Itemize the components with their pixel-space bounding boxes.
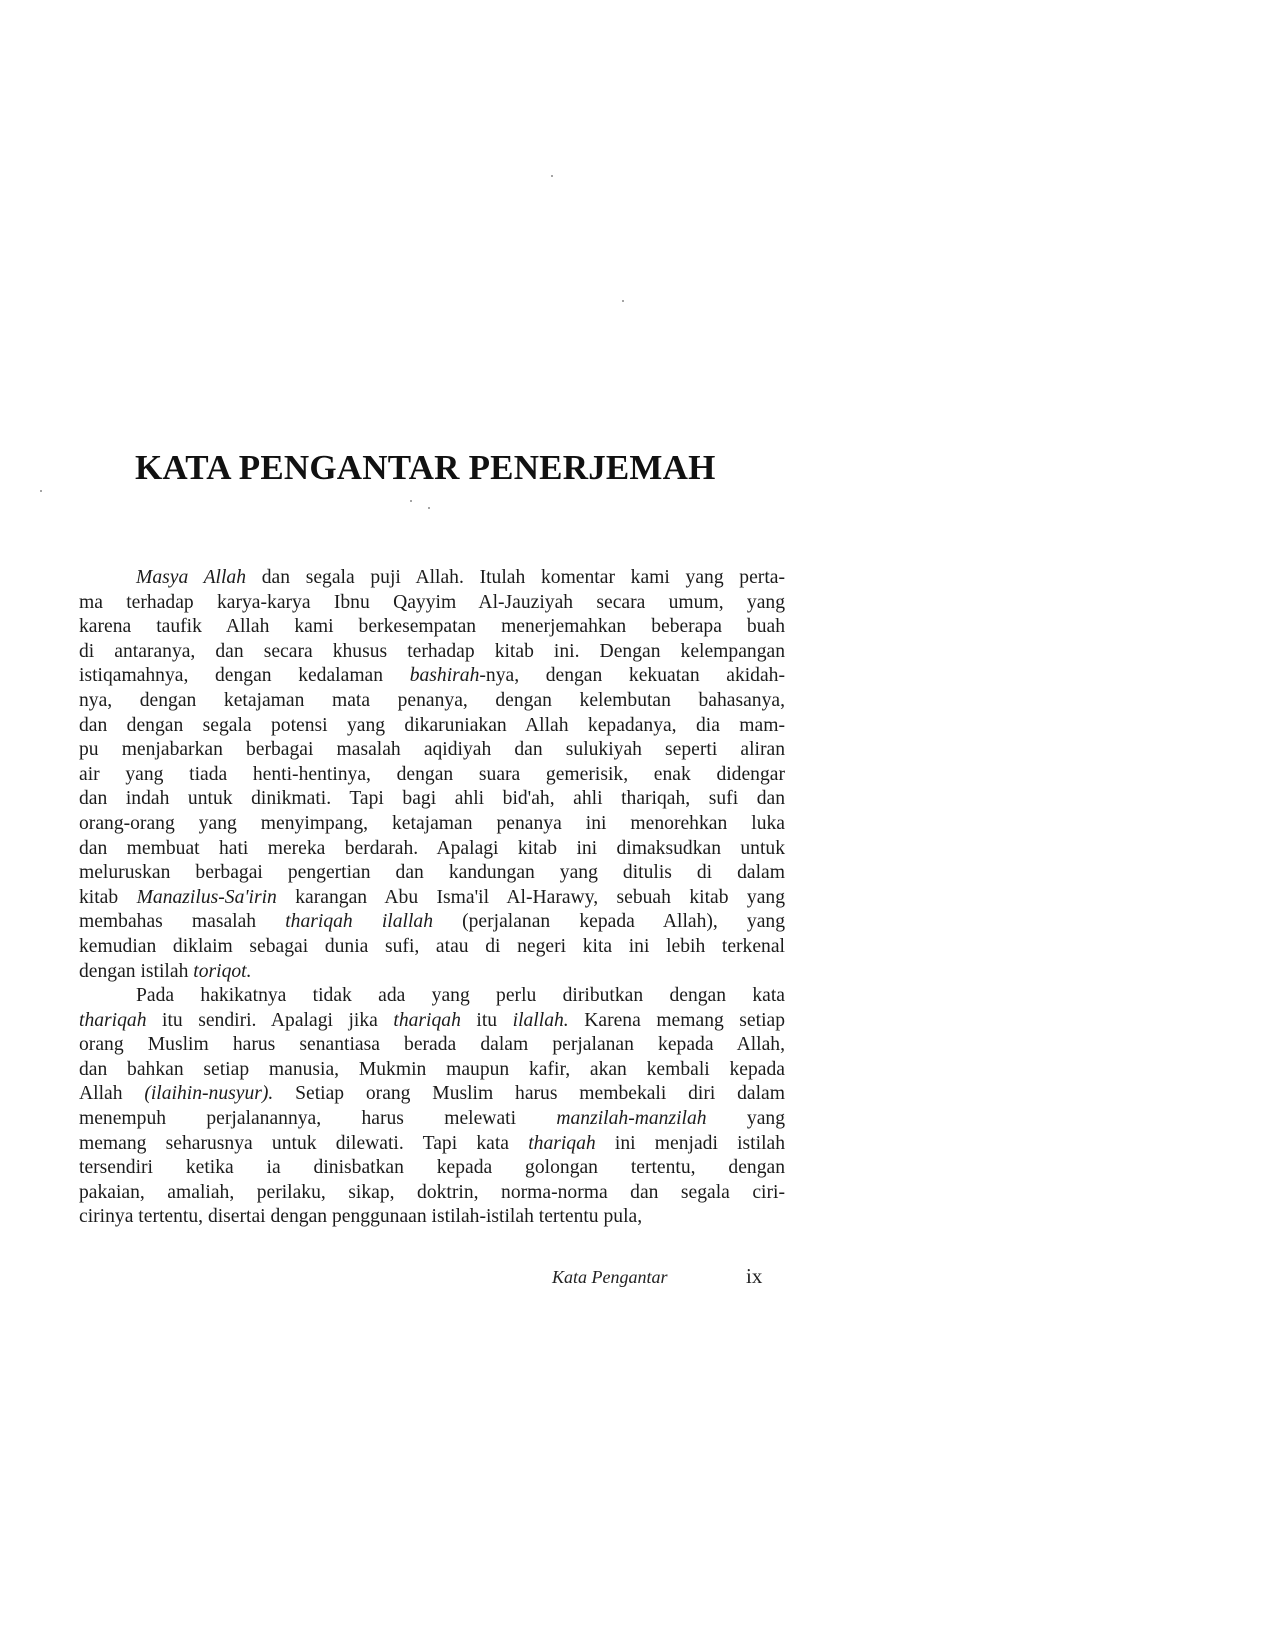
text-run: orang-orang yang menyimpang, ketajaman penanya ini menorehkan luka <box>79 812 785 834</box>
text-run: memang seharusnya untuk dilewati. Tapi kata <box>79 1132 529 1154</box>
text-run: dan indah untuk dinikmati. Tapi bagi ahli bid'ah, ahli thariqah, sufi dan <box>79 788 785 810</box>
text-line <box>79 1033 785 1058</box>
text-run: di antaranya, dan secara khusus terhadap kitab ini. Dengan kelempangan <box>79 640 785 662</box>
text-run: Pada hakikatnya tidak ada yang perlu diributkan dengan kata <box>136 985 785 1007</box>
text-run: Karena memang setiap <box>568 1009 786 1031</box>
text-run: dan membuat hati mereka berdarah. Apalagi kitab ini dimaksudkan untuk <box>79 837 785 859</box>
text-run: meluruskan berbagai pengertian dan kandungan yang ditulis di dalam <box>79 862 785 884</box>
text-line <box>79 960 785 985</box>
text-line <box>79 1058 785 1083</box>
text-line <box>79 763 785 788</box>
text-run: tersendiri ketika ia dinisbatkan kepada golongan tertentu, dengan <box>79 1157 785 1179</box>
text-run: -nya, dengan kekuatan akidah- <box>479 665 786 687</box>
scan-speck <box>551 175 553 177</box>
text-line <box>79 1107 785 1132</box>
text-line <box>79 1009 785 1034</box>
text-run: membahas masalah <box>79 911 286 933</box>
text-line <box>79 1082 785 1107</box>
text-run: karangan Abu Isma'il Al-Harawy, sebuah kitab yang <box>276 886 785 908</box>
text-line <box>79 615 785 640</box>
text-run: orang Muslim harus senantiasa berada dalam perjalanan kepada Allah, <box>79 1034 785 1056</box>
italic-term: toriqot. <box>193 960 252 982</box>
text-run: Setiap orang Muslim harus membekali diri dalam <box>273 1083 785 1105</box>
text-line <box>79 1181 785 1206</box>
text-run: dan segala puji Allah. Itulah komentar kami yang perta- <box>246 567 785 588</box>
italic-term: manzilah-manzilah <box>556 1108 707 1130</box>
text-line <box>79 664 785 689</box>
text-line <box>79 1156 785 1181</box>
text-run: dan bahkan setiap manusia, Mukmin maupun kafir, akan kembali kepada <box>79 1058 785 1080</box>
italic-term: thariqah <box>528 1132 596 1154</box>
page-footer <box>0 1264 1271 1297</box>
text-line <box>79 910 785 935</box>
scan-speck <box>622 300 624 302</box>
text-line <box>79 935 785 960</box>
paragraph <box>79 984 785 1230</box>
text-run: dengan istilah <box>79 960 194 982</box>
text-line <box>79 566 785 591</box>
text-line <box>79 738 785 763</box>
text-run: air yang tiada henti-hentinya, dengan suara gemerisik, enak didengar <box>79 763 785 785</box>
text-run: ini menjadi istilah <box>595 1132 786 1154</box>
text-line <box>79 886 785 911</box>
italic-term: thariqah ilallah <box>285 911 433 933</box>
scan-speck <box>40 490 42 492</box>
text-line <box>79 787 785 812</box>
text-line <box>79 1132 785 1157</box>
italic-term: Masya Allah <box>136 567 247 588</box>
text-run: ma terhadap karya-karya Ibnu Qayyim Al-Jauziyah secara umum, yang <box>79 591 785 613</box>
text-run: cirinya tertentu, disertai dengan penggunaan istilah-istilah tertentu pula, <box>79 1206 643 1228</box>
text-run: pu menjabarkan berbagai masalah aqidiyah dan sulukiyah seperti aliran <box>79 739 785 761</box>
italic-term: ilallah. <box>512 1009 569 1031</box>
text-run: nya, dengan ketajaman mata penanya, dengan kelembutan bahasanya, <box>79 689 785 711</box>
text-run: yang <box>706 1108 785 1130</box>
paragraph <box>79 566 785 984</box>
text-run: itu <box>460 1009 513 1031</box>
text-run: itu sendiri. Apalagi jika <box>146 1009 394 1031</box>
text-run: (perjalanan kepada Allah), yang <box>433 911 785 933</box>
running-footer-label: Kata Pengantar <box>552 1267 668 1287</box>
text-run: pakaian, amaliah, perilaku, sikap, doktrin, norma-norma dan segala ciri- <box>79 1181 785 1203</box>
text-line <box>79 837 785 862</box>
text-line <box>79 861 785 886</box>
page-number: ix <box>746 1264 763 1288</box>
text-line <box>79 812 785 837</box>
text-line <box>79 689 785 714</box>
text-run: kemudian diklaim sebagai dunia sufi, atau di negeri kita ini lebih terkenal <box>79 935 785 957</box>
text-line <box>79 984 785 1009</box>
text-run: istiqamahnya, dengan kedalaman <box>79 665 410 687</box>
italic-term: Manazilus-Sa'irin <box>136 886 277 908</box>
text-line <box>79 640 785 665</box>
text-run: karena taufik Allah kami berkesempatan menerjemahkan beberapa buah <box>79 616 785 638</box>
italic-term: thariqah <box>79 1009 147 1031</box>
text-run: dan dengan segala potensi yang dikaruniakan Allah kepadanya, dia mam- <box>79 714 785 736</box>
text-run: kitab <box>79 886 137 908</box>
scan-speck <box>410 500 412 502</box>
italic-term: bashirah <box>409 665 480 687</box>
page-title: KATA PENGANTAR PENERJEMAH <box>135 448 716 487</box>
text-line <box>79 714 785 739</box>
text-line <box>79 591 785 616</box>
text-line <box>79 1205 785 1230</box>
text-run: menempuh perjalanannya, harus melewati <box>79 1108 557 1130</box>
text-run: Allah <box>79 1083 145 1105</box>
italic-term: (ilaihin-nusyur). <box>144 1083 274 1105</box>
italic-term: thariqah <box>393 1009 461 1031</box>
body-text <box>79 566 785 1230</box>
scan-speck <box>428 507 430 509</box>
